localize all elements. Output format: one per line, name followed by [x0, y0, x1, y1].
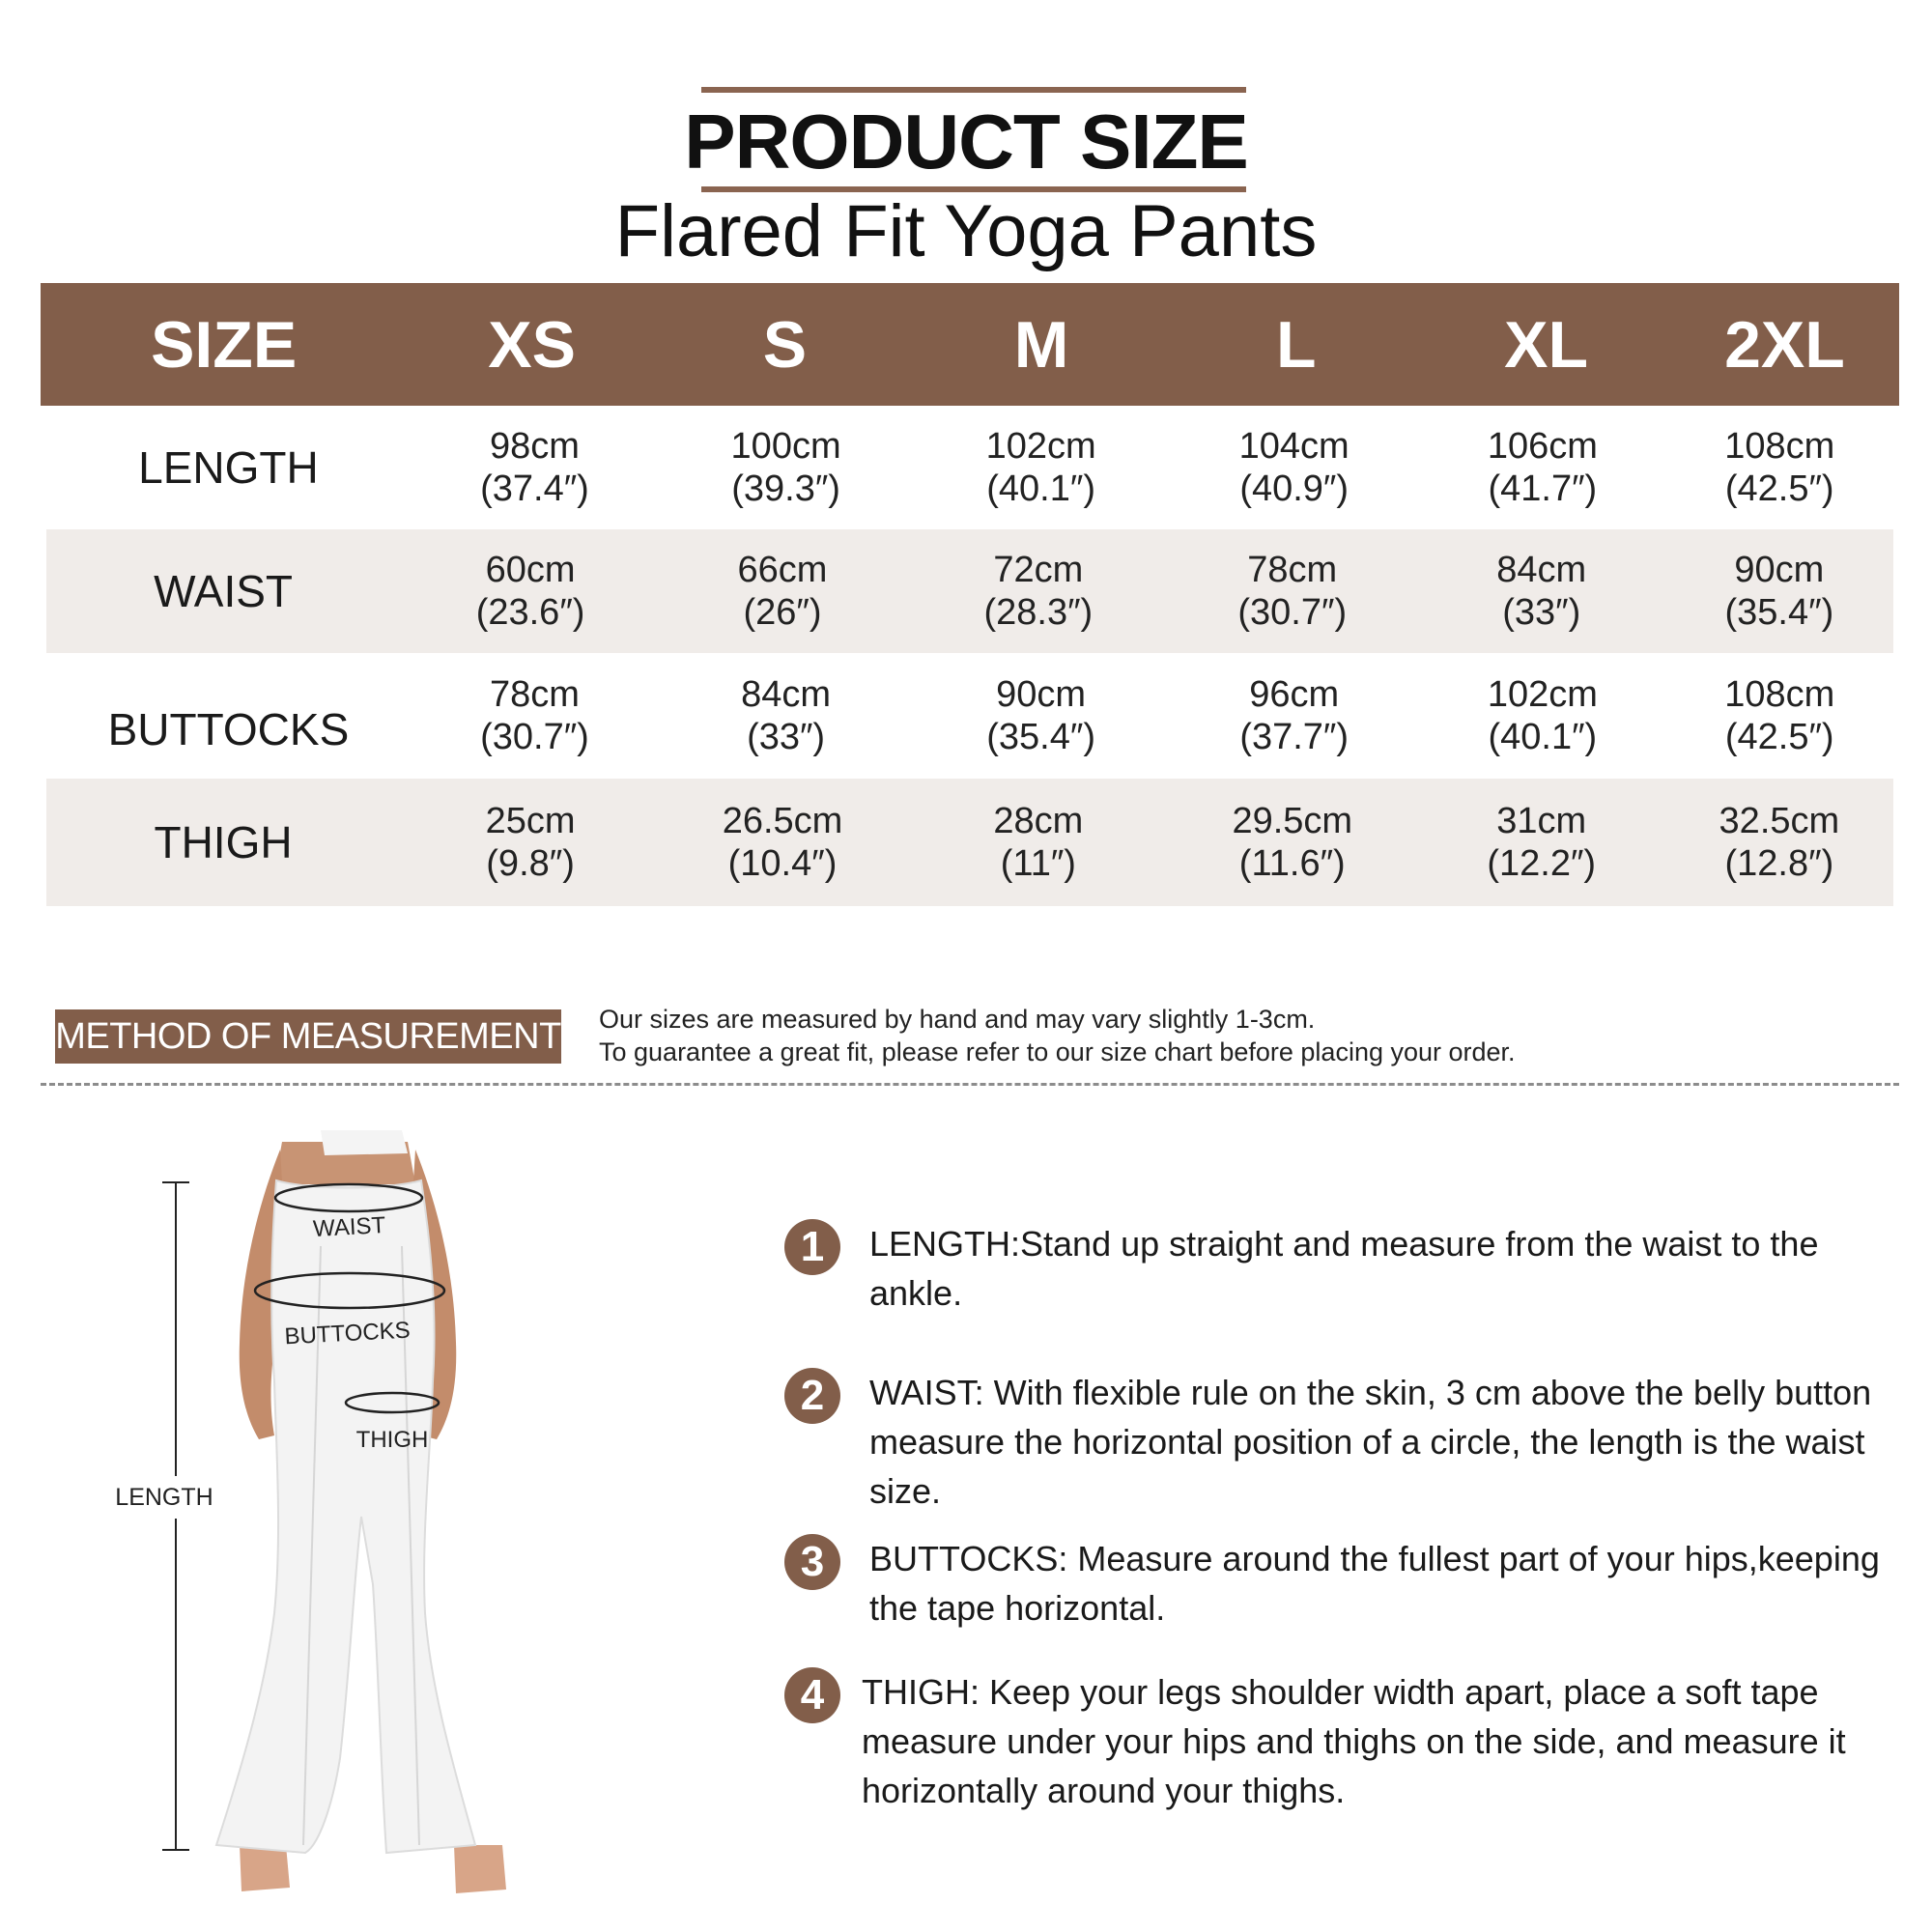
table-cell: 78cm (30.7″): [480, 674, 589, 757]
table-cell: 31cm (12.2″): [1487, 801, 1597, 884]
crop-top: [321, 1130, 408, 1155]
length-label: LENGTH: [115, 1484, 213, 1511]
table-row-buttocks: [46, 653, 1893, 779]
step-number-badge: 2: [784, 1368, 840, 1424]
row-label: BUTTOCKS: [107, 704, 350, 754]
header-size: SIZE: [151, 307, 298, 382]
page-subtitle: Flared Fit Yoga Pants: [614, 190, 1318, 272]
table-cell: 108cm (42.5″): [1724, 426, 1835, 509]
measurement-note-2: To guarantee a great fit, please refer to our size chart before placing your order.: [599, 1037, 1516, 1066]
table-row-waist: [46, 529, 1893, 653]
table-row-length: [46, 406, 1893, 529]
measurement-note-1: Our sizes are measured by hand and may vary slightly 1-3cm.: [599, 1005, 1316, 1034]
step-number-badge: 3: [784, 1534, 840, 1590]
table-cell: 98cm (37.4″): [480, 426, 589, 509]
dashed-divider: [41, 1083, 1899, 1086]
table-cell: 32.5cm (12.8″): [1719, 801, 1840, 884]
table-cell: 108cm (42.5″): [1724, 674, 1835, 757]
right-foot: [454, 1845, 506, 1893]
step-text: WAIST: With flexible rule on the skin, 3 cm above the belly button measure the horizontal position of a circle, the length is the waist size.: [869, 1373, 1872, 1511]
table-cell: 102cm (40.1″): [985, 426, 1096, 509]
table-cell: 84cm (33″): [741, 674, 832, 757]
header-xl: XL: [1504, 307, 1588, 382]
table-cell: 28cm (11″): [993, 801, 1084, 884]
header-l: L: [1276, 307, 1317, 382]
header-s: S: [762, 307, 808, 382]
size-table: [41, 283, 1899, 906]
table-cell: 26.5cm (10.4″): [722, 801, 843, 884]
table-cell: 72cm (28.3″): [983, 550, 1094, 633]
table-cell: 66cm (26″): [737, 550, 828, 633]
table-cell: 104cm (40.9″): [1238, 426, 1350, 509]
table-cell: 100cm (39.3″): [730, 426, 841, 509]
header-xs: XS: [488, 307, 576, 382]
table-cell: 90cm (35.4″): [986, 674, 1095, 757]
buttocks-label: BUTTOCKS: [283, 1317, 412, 1350]
table-cell: 84cm (33″): [1496, 550, 1587, 633]
table-cell: 78cm (30.7″): [1237, 550, 1348, 633]
header-m: M: [1013, 307, 1069, 382]
title-rule-top: [701, 87, 1246, 93]
thigh-label: THIGH: [355, 1427, 429, 1453]
table-cell: 96cm (37.7″): [1239, 674, 1350, 757]
table-cell: 60cm (23.6″): [475, 550, 585, 633]
table-cell: 90cm (35.4″): [1724, 550, 1834, 633]
table-cell: 25cm (9.8″): [485, 801, 576, 884]
step-number-badge: 4: [784, 1667, 840, 1723]
pants-measurement-figure: [97, 1130, 638, 1903]
table-cell: 29.5cm (11.6″): [1232, 801, 1353, 884]
row-label: LENGTH: [138, 442, 319, 493]
step-number-badge: 1: [784, 1219, 840, 1275]
table-cell: 106cm (41.7″): [1487, 426, 1598, 509]
method-of-measurement-badge: METHOD OF MEASUREMENT: [55, 1009, 561, 1064]
page-title: PRODUCT SIZE: [684, 99, 1248, 185]
waist-label: WAIST: [312, 1212, 386, 1242]
row-label: THIGH: [154, 817, 293, 867]
size-table-header: [41, 283, 1899, 406]
row-label: WAIST: [154, 566, 294, 616]
table-row-thigh: [46, 779, 1893, 906]
step-text: THIGH: Keep your legs shoulder width apart, place a soft tape measure under your hips and thighs on the side, and measure it horizontally around your thighs.: [862, 1672, 1846, 1810]
table-cell: 102cm (40.1″): [1487, 674, 1598, 757]
header-2xl: 2XL: [1724, 307, 1845, 382]
step-text: BUTTOCKS: Measure around the fullest part of your hips,keeping the tape horizontal.: [869, 1539, 1880, 1628]
left-foot: [240, 1845, 290, 1891]
step-text: LENGTH:Stand up straight and measure from the waist to the ankle.: [869, 1224, 1819, 1313]
